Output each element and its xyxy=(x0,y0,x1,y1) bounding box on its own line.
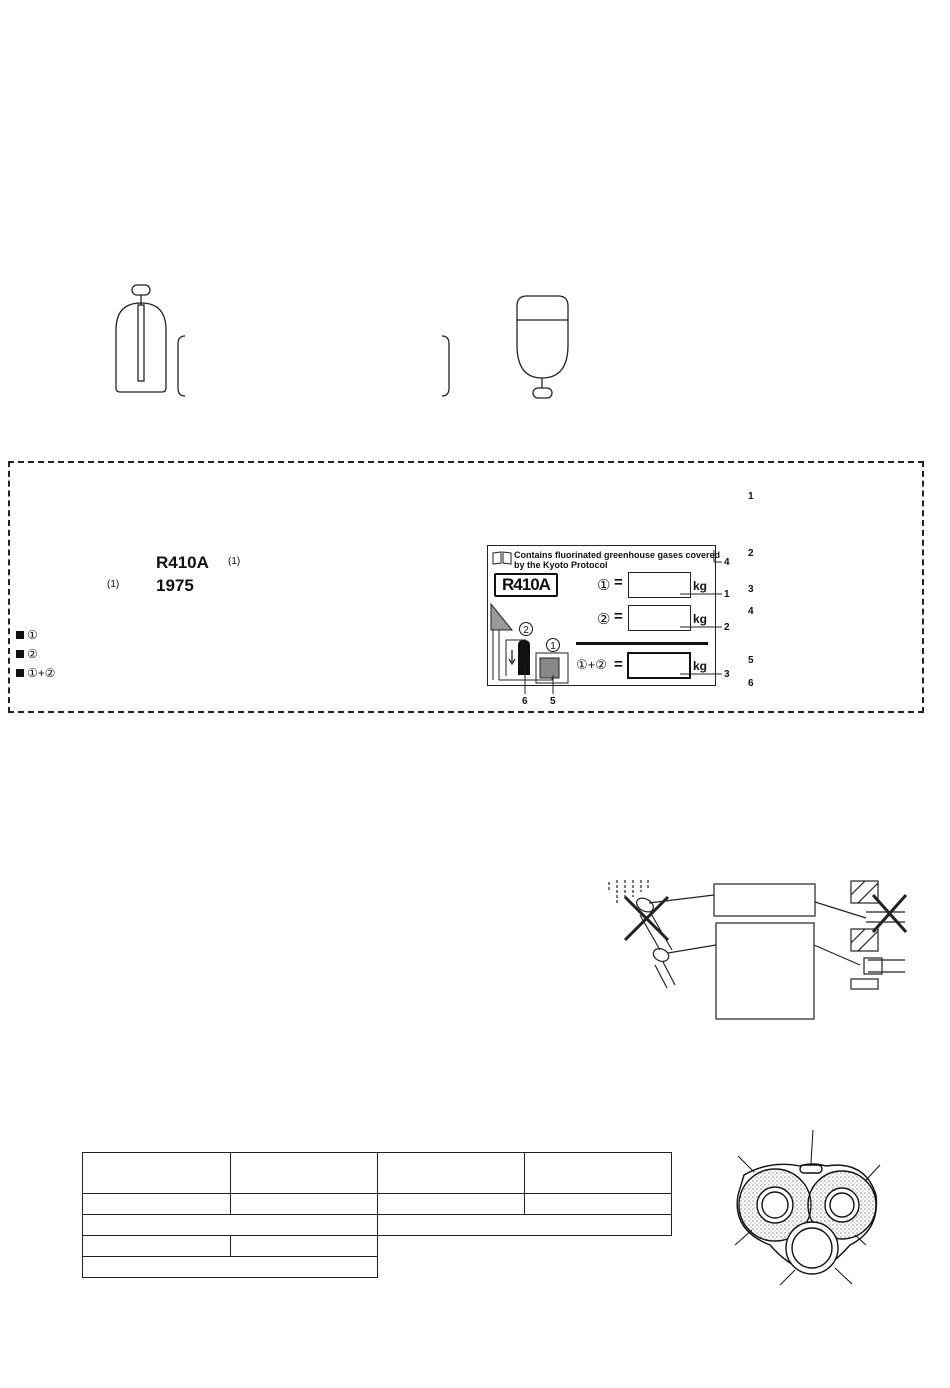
side-index: 2 xyxy=(748,548,754,559)
equals-sign: = xyxy=(614,608,623,625)
gas-badge: R410A xyxy=(494,573,558,597)
side-index: 1 xyxy=(748,491,754,502)
svg-text:2: 2 xyxy=(523,625,529,636)
row3-unit: kg xyxy=(693,659,708,673)
row2-symbol: ② xyxy=(597,611,611,628)
row3-symbol: ①+② xyxy=(576,657,607,672)
side-index: 3 xyxy=(748,584,754,595)
legend-symbol: ①+② xyxy=(27,666,56,680)
callout-4: 4 xyxy=(724,557,730,568)
legend-symbol: ② xyxy=(27,647,38,661)
callout-6: 6 xyxy=(522,696,528,707)
gwp-value: 1975 xyxy=(156,576,194,595)
side-index: 4 xyxy=(748,606,754,617)
row2-unit: kg xyxy=(693,612,708,626)
equals-sign: = xyxy=(614,656,623,673)
callout-1: 1 xyxy=(724,589,730,600)
legend-symbol: ① xyxy=(27,628,38,642)
callout-3: 3 xyxy=(724,669,730,680)
side-index: 5 xyxy=(748,655,754,666)
footnote-marker: (1) xyxy=(107,579,120,590)
svg-text:1: 1 xyxy=(550,641,556,652)
callout-2: 2 xyxy=(724,622,730,633)
row1-unit: kg xyxy=(693,579,708,593)
label-header-line2: by the Kyoto Protocol xyxy=(514,560,608,570)
label-header-line1: Contains fluorinated greenhouse gases covered xyxy=(514,550,721,560)
footnote-marker: (1) xyxy=(228,556,241,567)
callout-5: 5 xyxy=(550,696,556,707)
row1-symbol: ① xyxy=(597,577,611,594)
equals-sign: = xyxy=(614,574,623,591)
refrigerant-name: R410A xyxy=(156,553,209,572)
side-index: 6 xyxy=(748,678,754,689)
